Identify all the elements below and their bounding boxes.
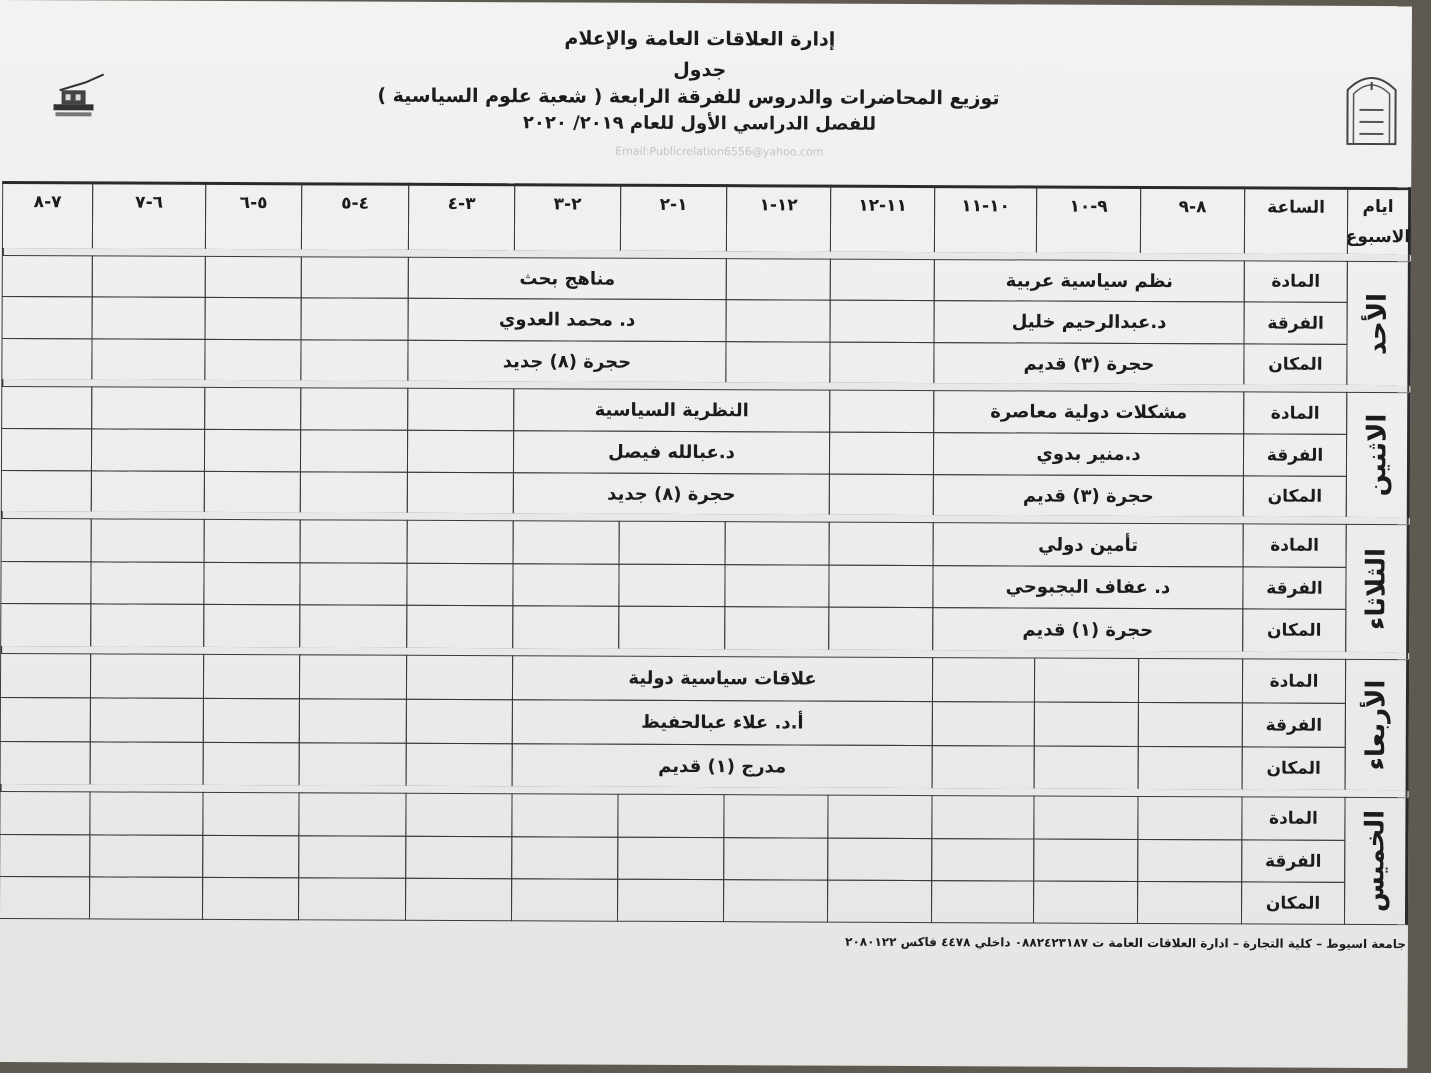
empty-slot xyxy=(202,877,299,920)
empty-slot xyxy=(1137,796,1242,840)
slot-label: ٢-٣ xyxy=(553,194,582,215)
lecture-subject xyxy=(934,259,1245,302)
empty-slot xyxy=(829,390,934,433)
empty-slot xyxy=(406,563,513,606)
lecture-teacher-text: د. عفاف البجبوحي xyxy=(1005,576,1171,599)
contact-email: Email:Publicrelation6556@yahoo.com xyxy=(615,144,824,159)
schedule-title: توزيع المحاضرات والدروس للفرقة الرابعة ( شعبة علوم السياسية ) xyxy=(377,84,1000,110)
lecture-place-text: حجرة (١) قديم xyxy=(1022,618,1154,641)
lecture-place xyxy=(407,340,726,383)
lecture-teacher xyxy=(934,300,1245,344)
empty-slot xyxy=(512,563,619,606)
empty-slot xyxy=(511,836,618,879)
row-label xyxy=(1241,881,1345,924)
empty-slot xyxy=(0,876,90,919)
empty-slot xyxy=(1,338,92,380)
university-logo-icon xyxy=(1341,64,1401,146)
empty-slot xyxy=(828,607,933,651)
slot-label: ٥-٦ xyxy=(239,193,268,214)
lecture-teacher xyxy=(408,298,727,342)
row-label-text: المكان xyxy=(1268,354,1323,375)
empty-slot xyxy=(1137,881,1242,924)
empty-slot xyxy=(1138,746,1243,790)
row-label-text: المادة xyxy=(1270,535,1320,556)
empty-slot xyxy=(89,876,203,919)
empty-slot xyxy=(406,655,513,700)
empty-slot xyxy=(407,472,514,514)
document-word: جدول xyxy=(673,58,727,82)
lecture-teacher xyxy=(512,699,933,746)
empty-slot xyxy=(619,521,726,565)
row-label-text: المادة xyxy=(1269,671,1319,692)
empty-slot xyxy=(90,741,204,785)
row-label xyxy=(1243,343,1347,385)
empty-slot xyxy=(0,697,91,742)
empty-slot xyxy=(1033,881,1138,924)
lecture-place-text: حجرة (٣) قديم xyxy=(1022,484,1154,507)
empty-slot xyxy=(2,255,93,297)
empty-slot xyxy=(617,879,724,922)
lecture-place xyxy=(932,607,1243,652)
lecture-subject xyxy=(512,655,933,702)
lecture-place xyxy=(933,342,1244,385)
row-label-text: المادة xyxy=(1269,808,1318,829)
slot-label: ١٠-١١ xyxy=(961,196,1010,217)
empty-slot xyxy=(724,606,829,650)
slot-label: ٤-٥ xyxy=(341,193,370,214)
day-name: الاثنين xyxy=(1361,413,1393,497)
row-label xyxy=(1243,433,1347,476)
empty-slot xyxy=(1137,839,1242,882)
empty-slot xyxy=(204,471,301,513)
slot-header xyxy=(408,183,515,251)
row-label xyxy=(1244,260,1348,302)
empty-slot xyxy=(91,386,205,429)
empty-slot xyxy=(511,793,618,837)
day-name: الأحد xyxy=(1362,292,1393,355)
empty-slot xyxy=(204,429,301,472)
empty-slot xyxy=(723,794,828,838)
empty-slot xyxy=(0,791,91,835)
empty-slot xyxy=(723,879,828,922)
slot-label: ١١-١٢ xyxy=(858,195,907,216)
empty-slot xyxy=(931,795,1034,839)
empty-slot xyxy=(204,519,301,563)
empty-slot xyxy=(724,564,829,607)
empty-slot xyxy=(1,470,92,512)
lecture-subject-text: النظرية السياسية xyxy=(594,399,749,422)
row-label-text: المادة xyxy=(1271,271,1321,292)
empty-slot xyxy=(1,386,92,429)
lecture-teacher xyxy=(932,565,1243,609)
faculty-logo-icon xyxy=(45,68,109,120)
empty-slot xyxy=(300,519,408,563)
empty-slot xyxy=(301,297,409,340)
row-label xyxy=(1243,475,1347,517)
empty-slot xyxy=(617,837,724,880)
empty-slot xyxy=(202,792,299,836)
lecture-subject-text: تأمين دولي xyxy=(1038,534,1139,556)
empty-slot xyxy=(0,741,91,785)
timetable xyxy=(0,181,1410,922)
empty-slot xyxy=(204,387,301,430)
empty-slot xyxy=(830,300,935,343)
empty-slot xyxy=(932,745,1035,789)
hour-label: الساعة xyxy=(1267,197,1326,218)
lecture-subject-text: مناهج بحث xyxy=(519,267,616,290)
slot-label: ٩-١٠ xyxy=(1069,196,1108,217)
slot-header xyxy=(92,181,206,249)
empty-slot xyxy=(931,838,1034,881)
empty-slot xyxy=(92,296,206,339)
empty-slot xyxy=(723,837,828,880)
empty-slot xyxy=(725,521,830,565)
term-title: للفصل الدراسي الأول للعام ٢٠١٩/ ٢٠٢٠ xyxy=(522,112,877,135)
empty-slot xyxy=(300,387,408,430)
slot-header xyxy=(301,182,409,250)
department-title: إدارة العلاقات العامة والإعلام xyxy=(564,27,836,51)
empty-slot xyxy=(405,878,512,921)
days-header-line1: ايام xyxy=(1362,196,1394,218)
empty-slot xyxy=(298,792,406,836)
slot-label: ١-٢ xyxy=(659,194,688,216)
empty-slot xyxy=(2,296,93,339)
lecture-subject xyxy=(408,257,727,300)
empty-slot xyxy=(298,835,406,878)
lecture-place-text: حجرة (٨) جديد xyxy=(502,350,632,373)
empty-slot xyxy=(827,880,932,923)
day-label-5 xyxy=(1344,797,1409,925)
slot-label: ٨-٩ xyxy=(1178,197,1207,218)
empty-slot xyxy=(931,880,1034,923)
empty-slot xyxy=(1138,658,1243,703)
row-label-text: المكان xyxy=(1266,758,1321,779)
slot-header xyxy=(514,183,621,251)
lecture-teacher xyxy=(933,432,1244,476)
lecture-subject-text: علاقات سياسية دولية xyxy=(628,667,817,690)
empty-slot xyxy=(90,697,204,742)
row-label-text: المادة xyxy=(1270,403,1320,424)
lecture-teacher-text: د.منير بدوي xyxy=(1036,443,1141,465)
lecture-teacher-text: د.عبدالرحيم خليل xyxy=(1011,311,1167,334)
row-label-text: المكان xyxy=(1265,893,1321,914)
empty-slot xyxy=(205,256,302,298)
empty-slot xyxy=(830,259,935,301)
day-label-3 xyxy=(1345,524,1410,653)
lecture-subject-text: نظم سياسية عربية xyxy=(1005,269,1173,292)
empty-slot xyxy=(299,604,407,648)
empty-slot xyxy=(91,428,205,471)
days-header-line2: الاسبوع xyxy=(1345,226,1411,248)
empty-slot xyxy=(299,654,407,699)
empty-slot xyxy=(90,561,204,604)
empty-slot xyxy=(90,653,204,698)
lecture-place-text: مدرج (١) قديم xyxy=(658,755,787,777)
slot-label: ٣-٤ xyxy=(447,193,476,215)
empty-slot xyxy=(618,564,725,607)
empty-slot xyxy=(89,834,203,877)
day-label-2 xyxy=(1346,392,1411,518)
empty-slot xyxy=(1033,839,1138,882)
lecture-place-text: حجرة (٨) جديد xyxy=(607,483,736,505)
empty-slot xyxy=(618,606,725,650)
empty-slot xyxy=(1138,702,1243,747)
slot-header xyxy=(620,184,727,252)
empty-slot xyxy=(1034,658,1139,703)
footer-contact: جامعة اسيوط – كلية التجارة – ادارة العلاقات العامة ت ٠٨٨٢٤٢٣١٨٧ داخلي ٤٤٧٨ فاكس ٢٠٨٠١٢٢ xyxy=(845,934,1406,952)
slot-label: ٦-٧ xyxy=(135,192,164,213)
row-label-text: المكان xyxy=(1267,486,1323,507)
empty-slot xyxy=(90,603,204,647)
empty-slot xyxy=(511,878,618,921)
row-label xyxy=(1243,391,1347,434)
lecture-teacher-text: د.عبالله فيصل xyxy=(608,441,735,464)
slot-header xyxy=(726,184,831,252)
row-label xyxy=(1242,566,1346,609)
lecture-subject-text: مشكلات دولية معاصرة xyxy=(990,401,1188,424)
empty-slot xyxy=(828,565,933,608)
empty-slot xyxy=(0,561,91,604)
empty-slot xyxy=(512,605,619,649)
day-label-1 xyxy=(1346,261,1411,386)
empty-slot xyxy=(407,520,514,564)
row-label xyxy=(1244,301,1348,344)
slot-header xyxy=(830,185,935,253)
empty-slot xyxy=(203,742,300,786)
row-label xyxy=(1242,702,1346,747)
row-label xyxy=(1243,523,1347,567)
empty-slot xyxy=(1,518,92,562)
empty-slot xyxy=(827,795,932,839)
row-label xyxy=(1242,746,1346,790)
row-label-text: الفرقة xyxy=(1265,715,1323,736)
day-name: الخميس xyxy=(1360,809,1391,913)
day-name: الأربعاء xyxy=(1360,679,1392,771)
empty-slot xyxy=(89,791,203,835)
empty-slot xyxy=(91,518,205,562)
empty-slot xyxy=(932,657,1035,702)
row-label-text: المكان xyxy=(1267,620,1322,641)
slot-label: ١٢-١ xyxy=(759,195,798,216)
empty-slot xyxy=(0,603,91,647)
row-label-text: الفرقة xyxy=(1264,851,1322,872)
empty-slot xyxy=(1,428,92,471)
lecture-place-text: حجرة (٣) قديم xyxy=(1023,352,1155,375)
lecture-teacher xyxy=(513,430,830,474)
empty-slot xyxy=(91,470,205,512)
slot-header xyxy=(205,182,302,250)
empty-slot xyxy=(0,653,91,698)
empty-slot xyxy=(513,520,620,564)
lecture-subject xyxy=(933,522,1244,567)
lecture-place xyxy=(933,474,1244,517)
row-label-text: الفرقة xyxy=(1266,578,1323,599)
day-name: الثلاثاء xyxy=(1361,547,1392,630)
empty-slot xyxy=(204,339,301,381)
empty-slot xyxy=(827,838,932,881)
lecture-subject xyxy=(513,388,830,432)
slot-label: ٧-٨ xyxy=(33,192,62,213)
empty-slot xyxy=(203,698,300,743)
empty-slot xyxy=(299,698,407,743)
empty-slot xyxy=(932,701,1035,746)
empty-slot xyxy=(203,562,300,605)
empty-slot xyxy=(829,474,934,516)
empty-slot xyxy=(300,471,408,513)
row-label xyxy=(1242,608,1346,652)
empty-slot xyxy=(726,299,831,342)
slot-header xyxy=(2,181,93,249)
empty-slot xyxy=(299,742,407,786)
days-column-header xyxy=(1347,187,1411,255)
empty-slot xyxy=(726,258,831,300)
lecture-subject xyxy=(933,390,1244,434)
empty-slot xyxy=(1033,796,1138,840)
empty-slot xyxy=(300,339,408,381)
empty-slot xyxy=(406,605,513,649)
slot-header xyxy=(1036,186,1141,254)
day-label-4 xyxy=(1345,659,1410,791)
empty-slot xyxy=(405,793,512,837)
empty-slot xyxy=(0,834,90,877)
empty-slot xyxy=(829,522,934,566)
empty-slot xyxy=(299,562,407,605)
empty-slot xyxy=(203,654,300,699)
empty-slot xyxy=(829,342,934,384)
empty-slot xyxy=(205,297,302,340)
empty-slot xyxy=(203,604,300,648)
empty-slot xyxy=(1034,746,1139,790)
empty-slot xyxy=(405,836,512,879)
empty-slot xyxy=(91,338,205,380)
empty-slot xyxy=(301,256,409,298)
row-label xyxy=(1241,796,1345,840)
lecture-place xyxy=(512,743,933,789)
empty-slot xyxy=(298,877,406,920)
empty-slot xyxy=(407,388,514,431)
lecture-teacher-text: أ.د. علاء عبالحفيظ xyxy=(641,711,804,734)
row-label xyxy=(1241,839,1345,882)
empty-slot xyxy=(300,429,408,472)
empty-slot xyxy=(829,432,934,475)
empty-slot xyxy=(1034,702,1139,747)
empty-slot xyxy=(725,341,830,383)
row-label-text: الفرقة xyxy=(1267,313,1324,334)
empty-slot xyxy=(92,255,206,297)
slot-header xyxy=(934,185,1037,253)
lecture-place xyxy=(513,472,830,515)
hour-header xyxy=(1244,186,1348,254)
empty-slot xyxy=(617,794,724,838)
empty-slot xyxy=(407,430,514,473)
row-label xyxy=(1242,658,1346,703)
row-label-text: الفرقة xyxy=(1266,445,1324,466)
empty-slot xyxy=(406,699,513,744)
slot-header xyxy=(1140,186,1245,254)
empty-slot xyxy=(202,835,299,878)
lecture-teacher-text: د. محمد العدوي xyxy=(498,309,636,331)
empty-slot xyxy=(406,743,513,787)
